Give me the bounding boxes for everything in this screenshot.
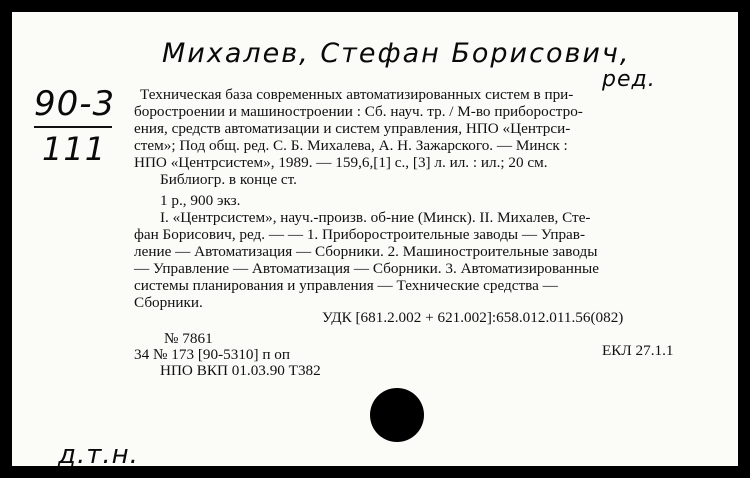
handwritten-role: ред. bbox=[602, 67, 656, 92]
handwritten-author: Михалев, Стефан Борисович, bbox=[162, 38, 631, 69]
shelfmark-divider bbox=[34, 126, 112, 128]
record-number: № 7861 bbox=[164, 330, 213, 347]
order-line: 34 № 173 [90-5310] п оп bbox=[134, 346, 291, 363]
punch-hole bbox=[370, 388, 424, 442]
description-line: Техническая база современных автоматизированных систем в при- bbox=[140, 86, 574, 103]
description-line: 1 р., 900 экз. bbox=[160, 192, 241, 209]
shelfmark-bottom: 111 bbox=[42, 130, 107, 168]
tracing-line: фан Борисович, ред. — — 1. Приборостроительные заводы — Управ- bbox=[134, 226, 586, 243]
publisher-line: НПО ВКП 01.03.90 Т382 bbox=[160, 362, 321, 379]
ekl-code: ЕКЛ 27.1.1 bbox=[602, 342, 674, 359]
tracing-line: ление — Автоматизация — Сборники. 2. Машиностроительные заводы bbox=[134, 243, 598, 260]
description-line: ения, средств автоматизации и систем управления, НПО «Центрси- bbox=[134, 120, 571, 137]
tracing-line: I. «Центрсистем», науч.-произв. об-ние (Минск). II. Михалев, Сте- bbox=[160, 209, 591, 226]
handwritten-degree: д.т.н. bbox=[58, 440, 139, 466]
tracing-line: Сборники. bbox=[134, 294, 203, 311]
catalog-card bbox=[12, 12, 738, 466]
udk-code: УДК [681.2.002 + 621.002]:658.012.011.56(082) bbox=[322, 309, 624, 326]
description-line: стем»; Под общ. ред. С. Б. Михалева, А. Н. Зажарского. — Минск : bbox=[134, 137, 568, 154]
shelfmark-top: 90-3 bbox=[34, 84, 116, 124]
tracing-line: системы планирования и управления — Технические средства — bbox=[134, 277, 558, 294]
description-line: Библиогр. в конце ст. bbox=[160, 171, 297, 188]
tracing-line: — Управление — Автоматизация — Сборники. 3. Автоматизированные bbox=[134, 260, 599, 277]
description-line: НПО «Центрсистем», 1989. — 159,6,[1] с., [3] л. ил. : ил.; 20 см. bbox=[134, 154, 548, 171]
description-line: боростроении и машиностроении : Сб. науч. тр. / М-во приборостро- bbox=[134, 103, 583, 120]
